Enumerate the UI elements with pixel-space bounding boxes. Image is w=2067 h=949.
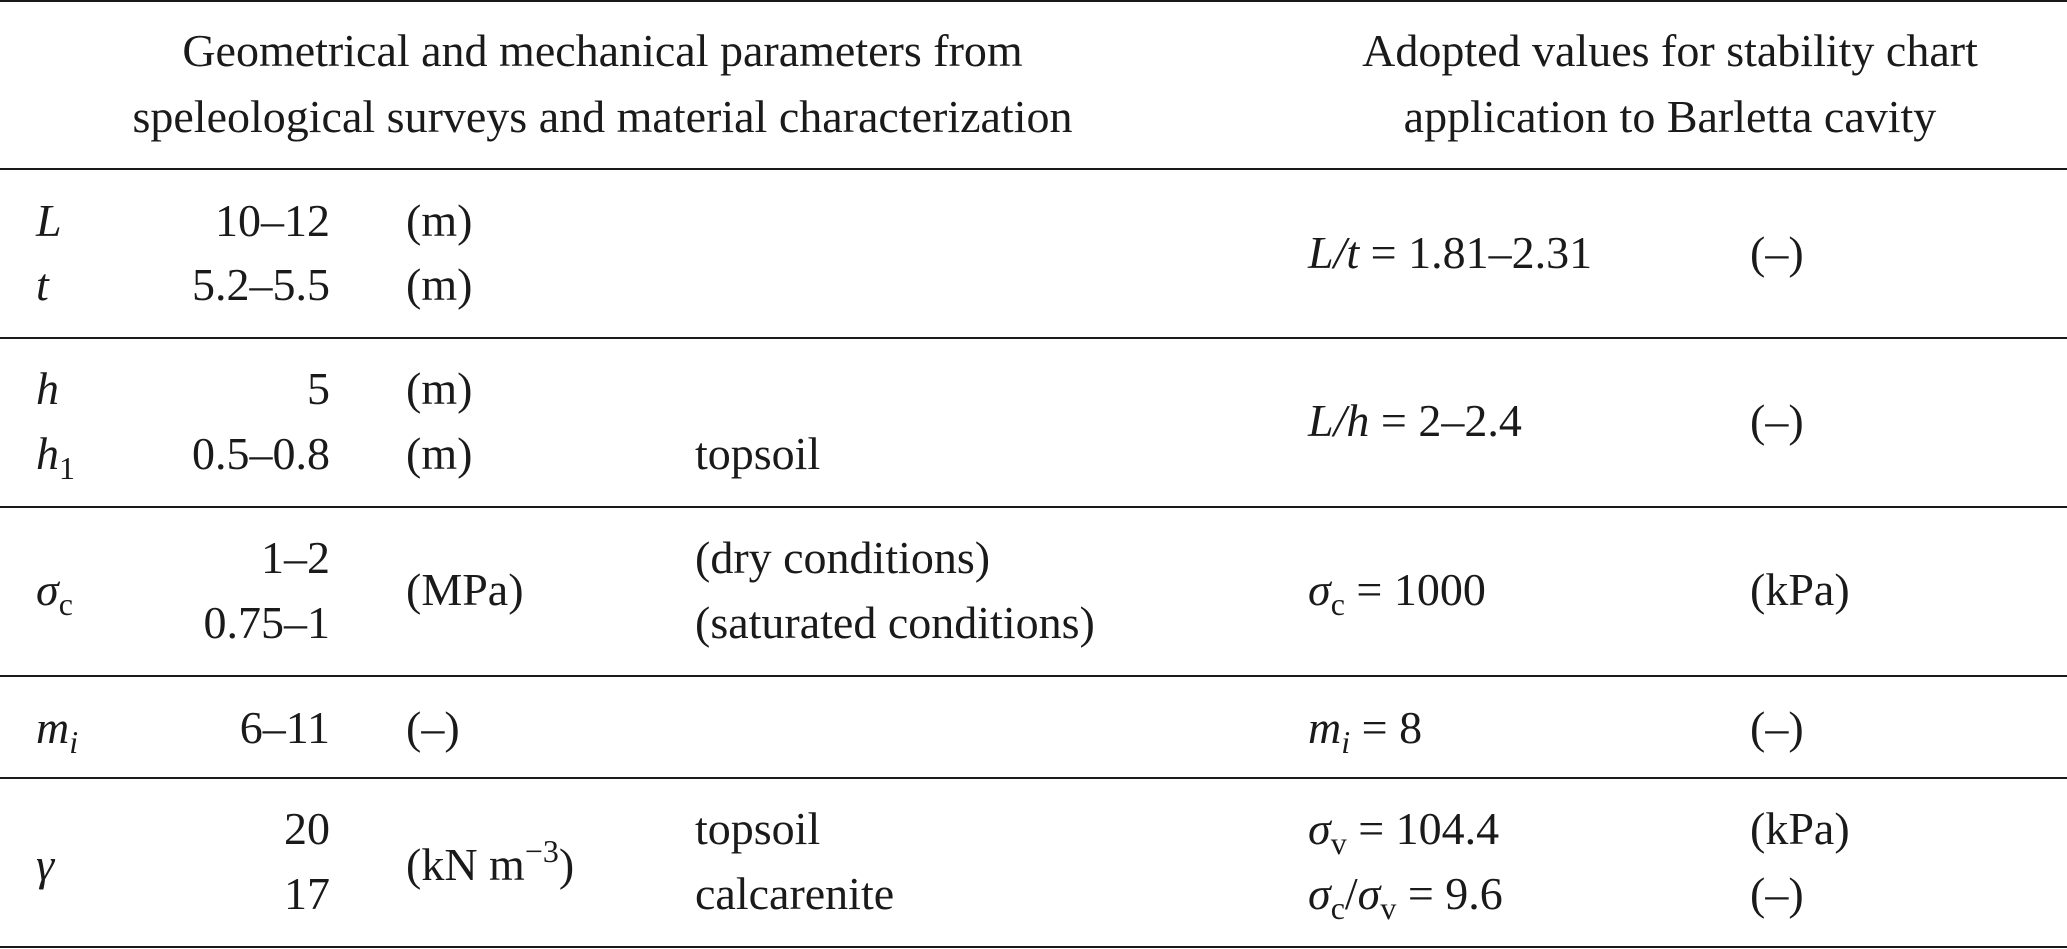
- symbol-h1: [36, 428, 75, 486]
- note-sigma-c-sat: (saturated conditions): [695, 597, 1095, 648]
- adopted-m-i-symbol: m: [1308, 702, 1342, 753]
- unit-adopted-sigma-c: (kPa): [1750, 564, 1850, 615]
- unit-gamma-close: ): [558, 839, 575, 890]
- unit-gamma-main: (kN m: [406, 839, 525, 890]
- ratio-numerator-symbol: σ: [1308, 868, 1331, 919]
- lhs-L-over-h: L/h: [1308, 395, 1370, 446]
- unit-L-over-h: (–): [1750, 395, 1804, 446]
- unit-h1: (m): [406, 428, 473, 479]
- value-sigma-c-dry: 1–2: [261, 532, 330, 583]
- adopted-sigma-v-eq: = 104.4: [1358, 803, 1500, 854]
- adopted-sigma-c-symbol: σ: [1308, 564, 1331, 615]
- adopted-sigma-v-symbol: σ: [1308, 803, 1331, 854]
- symbol-sigma-c-base: σ: [36, 564, 59, 615]
- row-rule-1: [0, 337, 2067, 339]
- adopted-m-i-sub: i: [1341, 724, 1351, 760]
- note-h1: topsoil: [695, 428, 821, 479]
- row-rule-2: [0, 506, 2067, 508]
- ratio-eq: = 9.6: [1407, 868, 1503, 919]
- unit-L: (m): [406, 195, 473, 246]
- symbol-sigma-c: [36, 564, 73, 622]
- symbol-h1-sub: 1: [59, 450, 75, 486]
- unit-h: (m): [406, 363, 473, 414]
- value-gamma-calcarenite: 17: [284, 868, 330, 919]
- row-rule-3: [0, 675, 2067, 677]
- adopted-m-i-eq: = 8: [1361, 702, 1423, 753]
- ratio-slash: /: [1344, 868, 1358, 919]
- unit-gamma: [406, 833, 575, 890]
- adopted-m-i: [1308, 702, 1423, 760]
- adopted-sigma-v: [1308, 803, 1500, 861]
- symbol-m-i-base: m: [36, 702, 70, 753]
- value-gamma-topsoil: 20: [284, 803, 330, 854]
- symbol-m-i: [36, 702, 79, 760]
- value-t: 5.2–5.5: [192, 259, 330, 310]
- adopted-L-over-t: [1308, 227, 1593, 278]
- note-gamma-calcarenite: calcarenite: [695, 868, 895, 919]
- unit-sigma-c: (MPa): [406, 564, 524, 615]
- row-rule-4: [0, 777, 2067, 779]
- unit-m-i: (–): [406, 702, 460, 753]
- eq-L-over-t: = 1.81–2.31: [1370, 227, 1593, 278]
- eq-L-over-h: = 2–2.4: [1380, 395, 1522, 446]
- ratio-numerator-sub: c: [1330, 890, 1345, 926]
- adopted-stress-ratio: [1308, 868, 1503, 926]
- symbol-sigma-c-sub: c: [58, 586, 73, 622]
- adopted-sigma-c-eq: = 1000: [1356, 564, 1486, 615]
- symbol-t: t: [36, 259, 49, 310]
- unit-L-over-t: (–): [1750, 227, 1804, 278]
- symbol-m-i-sub: i: [69, 724, 79, 760]
- unit-adopted-m-i: (–): [1750, 702, 1804, 753]
- unit-adopted-stress-ratio: (–): [1750, 868, 1804, 919]
- lhs-L-over-t: L/t: [1308, 227, 1360, 278]
- adopted-L-over-h: [1308, 395, 1522, 446]
- header-rule: [0, 168, 2067, 170]
- ratio-denominator-symbol: σ: [1357, 868, 1381, 919]
- header-left: Geometrical and mechanical parameters from speleological surveys and material characterization: [132, 25, 1073, 142]
- header-right: Adopted values for stability chart application to Barletta cavity: [1362, 25, 1978, 142]
- unit-t: (m): [406, 259, 473, 310]
- table-bottom-rule: [0, 946, 2067, 948]
- note-gamma-topsoil: topsoil: [695, 803, 821, 854]
- symbol-L: L: [36, 195, 62, 246]
- value-h: 5: [307, 363, 330, 414]
- symbol-h: h: [36, 363, 59, 414]
- symbol-h1-base: h: [36, 428, 59, 479]
- table-top-rule: [0, 0, 2067, 2]
- adopted-sigma-c-sub: c: [1330, 586, 1345, 622]
- adopted-sigma-v-sub: v: [1330, 825, 1347, 861]
- value-sigma-c-sat: 0.75–1: [203, 597, 330, 648]
- unit-adopted-sigma-v: (kPa): [1750, 803, 1850, 854]
- value-L: 10–12: [215, 195, 330, 246]
- symbol-gamma: γ: [36, 839, 55, 890]
- adopted-sigma-c: [1308, 564, 1486, 622]
- value-h1: 0.5–0.8: [192, 428, 330, 479]
- unit-gamma-exp: −3: [524, 833, 559, 869]
- ratio-denominator-sub: v: [1380, 890, 1397, 926]
- note-sigma-c-dry: (dry conditions): [695, 532, 991, 583]
- value-m-i: 6–11: [239, 702, 330, 753]
